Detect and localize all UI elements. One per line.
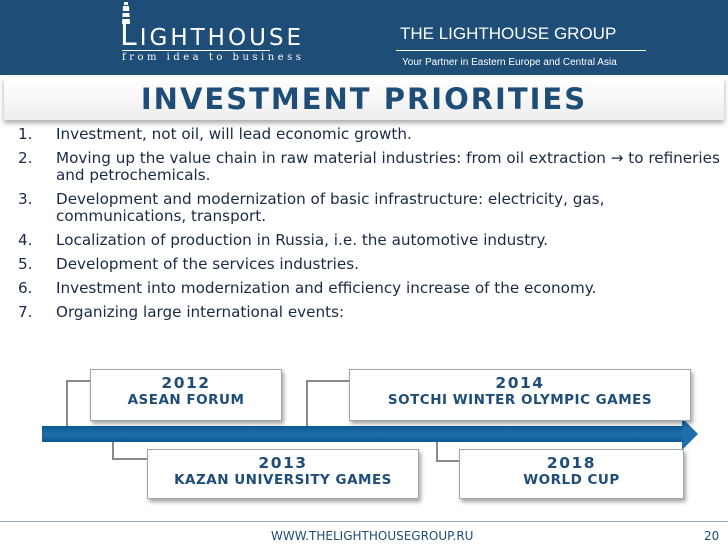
connector-2014 <box>306 380 352 432</box>
event-name: SOTCHI WINTER OLYMPIC GAMES <box>387 392 653 408</box>
list-item-number: 4. <box>18 231 33 249</box>
list-item <box>0 232 720 249</box>
event-2014 <box>349 369 691 421</box>
connector-2012 <box>66 380 93 432</box>
event-year: 2013 <box>258 454 308 472</box>
list-item-number: 3. <box>18 190 33 208</box>
list-item <box>0 191 720 225</box>
list-item-number: 5. <box>18 255 33 273</box>
event-name: KAZAN UNIVERSITY GAMES <box>174 472 392 488</box>
list-item-number: 2. <box>18 149 33 167</box>
list-item-text: Investment, not oil, will lead economic growth. <box>56 125 412 143</box>
list-item-text: Organizing large international events: <box>56 303 345 321</box>
priorities-list <box>0 126 720 328</box>
footer-divider <box>0 521 728 522</box>
timeline-arrow-shaft <box>42 426 682 442</box>
list-item <box>0 304 720 321</box>
event-year: 2014 <box>495 374 545 392</box>
list-item-number: 1. <box>18 125 33 143</box>
event-year: 2018 <box>546 454 597 472</box>
event-name: WORLD CUP <box>523 472 620 488</box>
event-2012 <box>90 369 282 421</box>
list-item-number: 6. <box>18 279 33 297</box>
list-item-text: Investment into modernization and efficiency increase of the economy. <box>56 279 597 297</box>
event-2013 <box>147 449 419 499</box>
timeline-arrow-head <box>682 418 698 450</box>
logo-tagline: from idea to business <box>122 52 305 63</box>
event-name: ASEAN FORUM <box>127 392 245 408</box>
event-2018 <box>459 449 684 499</box>
list-item <box>0 256 720 273</box>
group-name: THE LIGHTHOUSE GROUP <box>400 24 617 43</box>
page-title: INVESTMENT PRIORITIES <box>140 82 588 116</box>
list-item <box>0 280 720 297</box>
list-item <box>0 126 720 143</box>
header-divider <box>396 50 646 51</box>
list-item-text: Development of the services industries. <box>56 255 359 273</box>
event-year: 2012 <box>161 374 211 392</box>
group-tagline: Your Partner in Eastern Europe and Central Asia <box>402 57 617 68</box>
footer-url: WWW.THELIGHTHOUSEGROUP.RU <box>271 529 474 543</box>
list-item-number: 7. <box>18 303 33 321</box>
page-number: 20 <box>704 529 720 543</box>
header-bar <box>0 0 728 75</box>
list-item-text: Development and modernization of basic infrastructure: electricity, gas, communications, transport. <box>56 190 605 225</box>
list-item <box>0 150 720 184</box>
logo-wordmark: LIGHTHOUSE <box>120 18 305 53</box>
list-item-text: Moving up the value chain in raw material industries: from oil extraction → to refineries and petrochemicals. <box>56 149 720 184</box>
list-item-text: Localization of production in Russia, i.e. the automotive industry. <box>56 231 549 249</box>
